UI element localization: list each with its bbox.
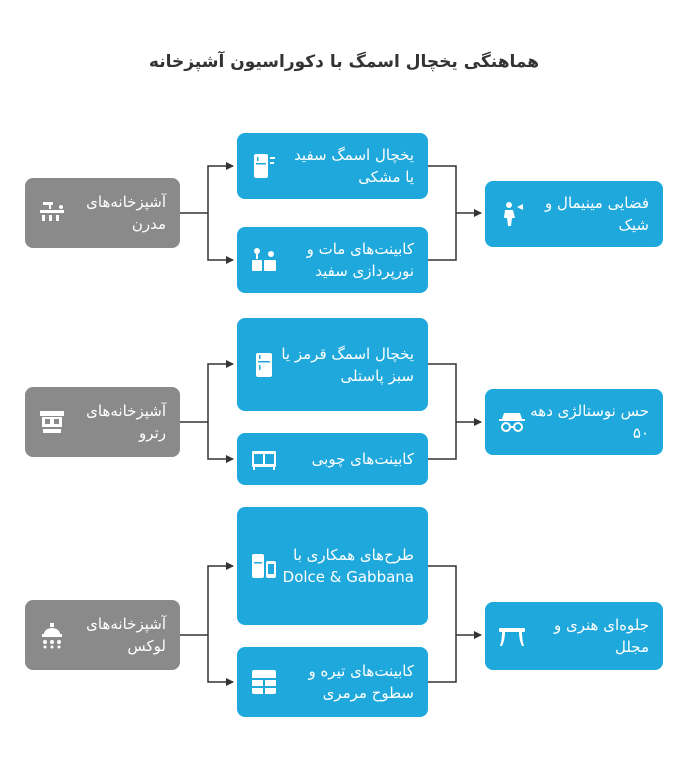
table-icon: [495, 619, 529, 653]
option-box-pastel-fridge: [237, 318, 428, 411]
option-label: طرح‌های همکاری با Dolce & Gabbana: [282, 546, 414, 586]
option-box-matte-cabinets: [237, 227, 428, 293]
source-box-retro: [25, 387, 180, 457]
result-label: حس نوستالژی دهه ۵۰: [530, 402, 649, 442]
source-label: آشپزخانه‌های رترو: [86, 402, 166, 442]
option-box-wood-cabinets: [237, 433, 428, 485]
result-box-artistic: [485, 602, 663, 670]
source-label: آشپزخانه‌های لوکس: [86, 615, 166, 655]
fridge-icon: [247, 348, 281, 382]
source-box-modern: [25, 178, 180, 248]
result-label: جلوه‌ای هنری و مجلل: [554, 616, 649, 656]
retro-shop-icon: [35, 405, 69, 439]
fridge-icon: [247, 149, 281, 183]
fridge-phone-icon: [247, 549, 281, 583]
option-box-dark-cabinets: [237, 647, 428, 717]
option-label: یخچال اسمگ سفید یا مشکی: [294, 146, 414, 186]
person-icon: [495, 197, 529, 231]
cabinet-lamp-icon: [247, 243, 281, 277]
option-label: کابینت‌های چوبی: [311, 450, 414, 468]
option-box-dolce-gabbana: [237, 507, 428, 625]
option-label: کابینت‌های تیره و سطوح مرمری: [308, 662, 414, 702]
dark-cabinet-icon: [247, 665, 281, 699]
option-label: یخچال اسمگ قرمز یا سبز پاستلی: [281, 344, 414, 385]
diagram-title: هماهنگی یخچال اسمگ با دکوراسیون آشپزخانه: [148, 52, 540, 72]
luxury-kitchen-icon: [35, 618, 69, 652]
option-box-fridge-color: [237, 133, 428, 199]
result-box-minimal: [485, 181, 663, 247]
spy-glasses-icon: [495, 405, 529, 439]
result-label: فضایی مینیمال و شیک: [545, 194, 649, 234]
option-label: کابینت‌های مات و نورپردازی سفید: [306, 240, 414, 280]
result-box-nostalgia: [485, 389, 663, 455]
wood-cabinet-icon: [247, 442, 281, 476]
modern-kitchen-icon: [35, 196, 69, 230]
source-label: آشپزخانه‌های مدرن: [86, 193, 166, 233]
source-box-luxury: [25, 600, 180, 670]
